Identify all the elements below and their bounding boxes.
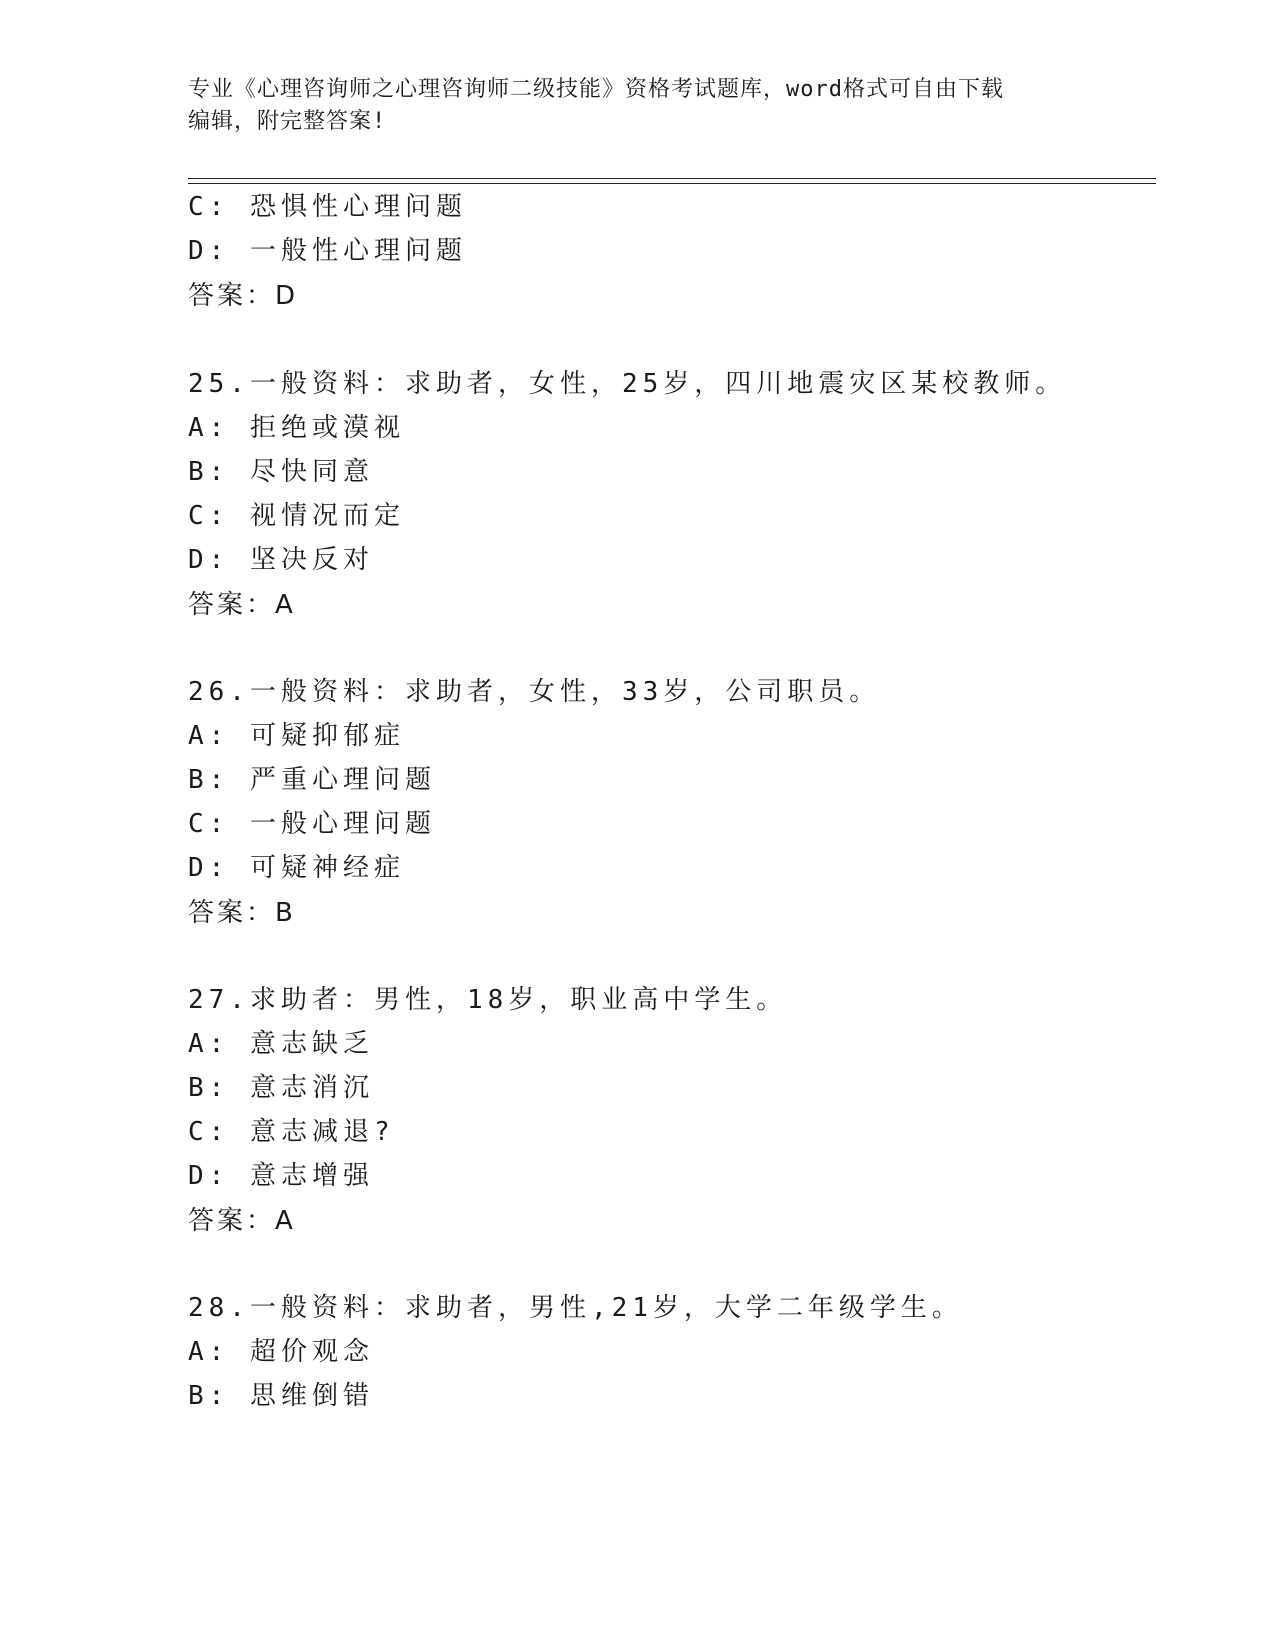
option-b: B: 思维倒错 <box>188 1381 374 1411</box>
option-a: A: 可疑抑郁症 <box>188 721 405 751</box>
option-d: D: 可疑神经症 <box>188 853 405 883</box>
document-header <box>188 74 1088 138</box>
question-stem: 25.一般资料：求助者，女性，25岁，四川地震灾区某校教师。 <box>188 369 1067 399</box>
option-c: C: 一般心理问题 <box>188 809 436 839</box>
answer-line: 答案：D <box>188 281 299 311</box>
answer-line: 答案：A <box>188 1206 296 1236</box>
answer-line: 答案：B <box>188 898 296 928</box>
header-divider-top <box>188 178 1156 179</box>
option-b: B: 严重心理问题 <box>188 765 436 795</box>
option-c: C: 恐惧性心理问题 <box>188 192 467 222</box>
option-b: B: 意志消沉 <box>188 1073 374 1103</box>
header-line-2: 编辑，附完整答案! <box>188 109 387 134</box>
option-a: A: 意志缺乏 <box>188 1029 374 1059</box>
header-line-1: 专业《心理咨询师之心理咨询师二级技能》资格考试题库，word格式可自由下载 <box>188 77 1004 102</box>
question-stem: 28.一般资料：求助者，男性,21岁，大学二年级学生。 <box>188 1293 963 1323</box>
option-c: C: 意志减退? <box>188 1117 395 1147</box>
option-b: B: 尽快同意 <box>188 457 374 487</box>
option-c: C: 视情况而定 <box>188 501 405 531</box>
header-divider-bottom <box>188 183 1156 184</box>
option-a: A: 超价观念 <box>188 1337 374 1367</box>
answer-line: 答案：A <box>188 590 296 620</box>
question-stem: 27.求助者：男性，18岁，职业高中学生。 <box>188 985 788 1015</box>
option-d: D: 一般性心理问题 <box>188 236 467 266</box>
option-d: D: 意志增强 <box>188 1161 374 1191</box>
option-a: A: 拒绝或漠视 <box>188 413 405 443</box>
option-d: D: 坚决反对 <box>188 545 374 575</box>
question-stem: 26.一般资料：求助者，女性，33岁，公司职员。 <box>188 677 881 707</box>
